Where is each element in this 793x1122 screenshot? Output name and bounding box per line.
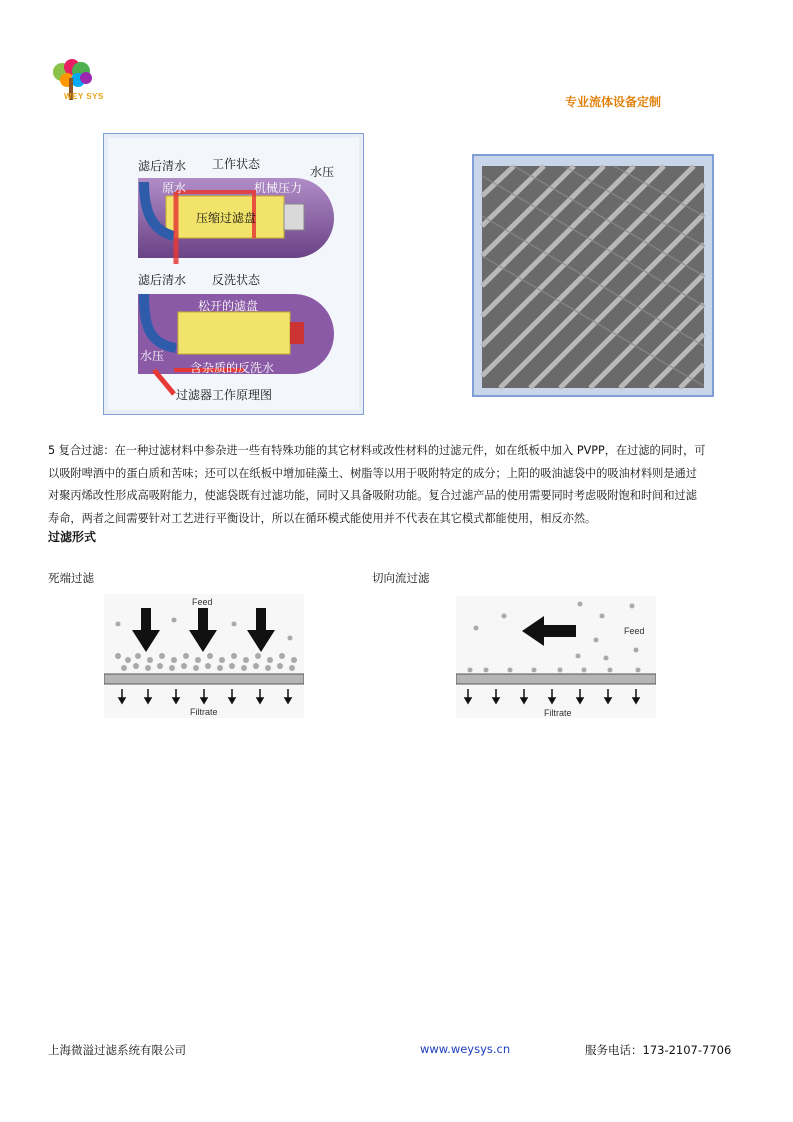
label-filtered-water-bottom: 滤后清水 [138, 273, 187, 287]
crossflow-feed-label: Feed [624, 626, 645, 636]
paragraph-line-1: 5 复合过滤：在一种过滤材料中参杂进一些有特殊功能的其它材料或改性材料的过滤元件，如在纸板中加入 PVPP，在过滤的同时，可 [48, 444, 706, 457]
dead-end-label: 死端过滤 [48, 571, 94, 585]
company-logo [48, 58, 118, 106]
label-filtered-water-top: 滤后清水 [138, 159, 187, 173]
dead-end-filtration-illustration [104, 594, 304, 718]
dead-end-feed-label: Feed [192, 597, 213, 607]
filter-principle-figure [103, 133, 364, 415]
label-raw-water: 原水 [162, 181, 187, 195]
label-loosened-disc: 松开的滤盘 [198, 299, 259, 313]
wedge-wire-screen-photo [472, 154, 714, 397]
paragraph-line-2: 以吸附啤酒中的蛋白质和苦味；还可以在纸板中增加硅藻土、树脂等以用于吸附特定的成分；上阳的吸油滤袋中的吸油材料则是通过 [48, 466, 697, 480]
label-mechanical-pressure: 机械压力 [254, 181, 303, 195]
label-dirty-backwash: 含杂质的反洗水 [190, 361, 275, 375]
crossflow-label: 切向流过滤 [372, 571, 430, 585]
section-heading: 过滤形式 [48, 530, 97, 544]
crossflow-filtrate-label: Filtrate [544, 708, 572, 718]
label-water-pressure-top: 水压 [310, 165, 335, 179]
paragraph-line-3: 对聚丙烯改性形成高吸附能力，使滤袋既有过滤功能，同时又具备吸附功能。复合过滤产品的使用需要同时考虑吸附饱和时间和过滤 [48, 489, 697, 502]
footer-phone: 服务电话：173-2107-7706 [585, 1043, 732, 1057]
screen-mesh-image [474, 156, 712, 395]
label-water-pressure-bottom: 水压 [140, 349, 165, 363]
dead-end-diagram [104, 594, 304, 718]
crossflow-filtration-illustration [456, 596, 656, 718]
filter-principle-diagram [104, 134, 363, 414]
label-working-state: 工作状态 [212, 157, 261, 171]
logo-text: WEY SYS [64, 92, 104, 101]
dead-end-filtrate-label: Filtrate [190, 707, 218, 717]
header-tagline: 专业流体设备定制 [565, 95, 662, 109]
crossflow-diagram [456, 596, 656, 718]
label-backwash-state: 反洗状态 [212, 273, 261, 287]
label-compressed-disc: 压缩过滤盘 [196, 211, 257, 225]
paragraph-line-4: 寿命，两者之间需要针对工艺进行平衡设计，所以在循环模式能使用并不代表在其它模式都能使用，相反亦然。 [48, 511, 597, 525]
figure-caption: 过滤器工作原理图 [176, 388, 273, 402]
footer-company: 上海微溢过滤系统有限公司 [48, 1043, 186, 1057]
composite-filtration-paragraph [48, 440, 746, 530]
footer-website-link[interactable]: www.weysys.cn [420, 1042, 511, 1056]
